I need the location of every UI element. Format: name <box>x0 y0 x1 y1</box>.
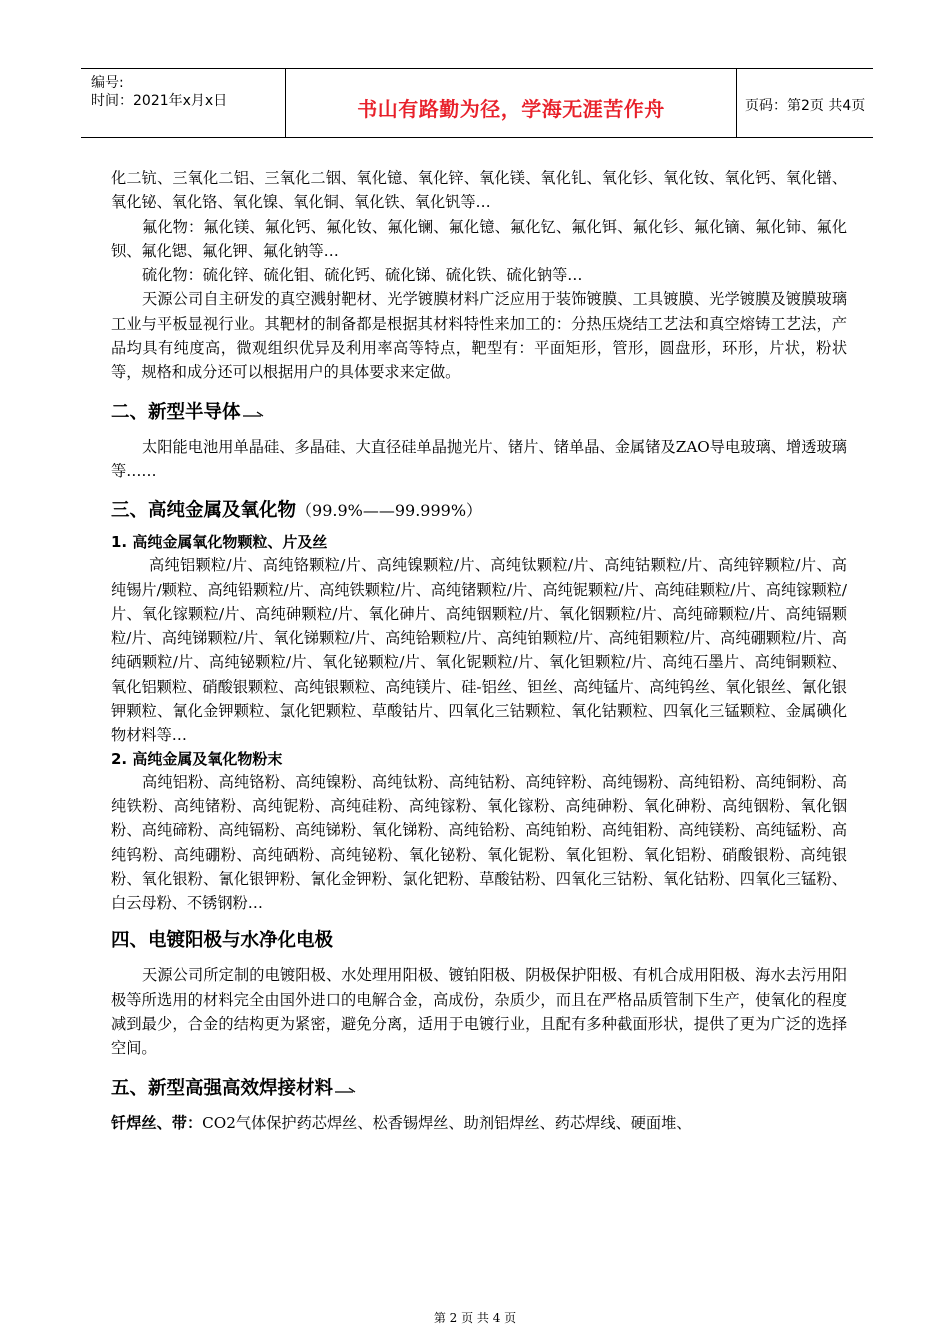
header-meta-cell <box>81 69 286 137</box>
page-footer: 第 2 页 共 4 页 <box>433 1311 517 1325</box>
document-time-label: 时间：2021年x月x日 <box>91 93 228 109</box>
oxides-list-continued: 化二钪、三氧化二铝、三氧化二铟、氧化镱、氧化锌、氧化镁、氧化钆、氧化钐、氧化钕、氧化钙、氧化镨、氧化铋、氧化铬、氧化镍、氧化铜、氧化铁、氧化钒等… <box>111 169 847 212</box>
welding-paragraph <box>111 1111 847 1135</box>
powders-list: 高纯铝粉、高纯铬粉、高纯镍粉、高纯钛粉、高纯钴粉、高纯锌粉、高纯锡粉、高纯铅粉、高纯铜粉、高纯铁粉、高纯锗粉、高纯铌粉、高纯硅粉、高纯镓粉、氧化镓粉、高纯砷粉、氧化砷粉、高纯铟粉、氧化铟粉、高纯碲粉、高纯镉粉、高纯锑粉、氧化锑粉、高纯铪粉、高纯铂粉、高纯钼粉、高纯镁粉、高纯锰粉、高纯钨粉、高纯硼粉、高纯硒粉、高纯铋粉、氧化铋粉、氧化铌粉、氧化钽粉、氧化铝粉、硝酸银粉、高纯银粉、氧化银粉、氰化银钾粉、氰化金钾粉、氯化钯粉、草酸钴粉、四氧化三钴粉、氧化钴粉、四氧化三锰粉、白云母粉、不锈钢粉… <box>111 772 847 913</box>
sulfides-list: 硫化物：硫化锌、硫化钼、硫化钙、硫化锑、硫化铁、硫化钠等… <box>142 266 583 285</box>
header-motto: 书山有路勤为径，学海无涯苦作舟 <box>357 97 665 121</box>
section-heading-high-purity <box>111 497 847 525</box>
purity-range: （99.9%——99.999%） <box>296 501 483 521</box>
header-motto-cell <box>286 69 737 137</box>
welding-list: CO2气体保护药芯焊丝、松香锡焊丝、助剂铝焊丝、药芯焊线、硬面堆、 <box>202 1113 692 1132</box>
arrow-icon <box>335 1084 357 1094</box>
section-heading-anodes: 四、电镀阳极与水净化电极 <box>111 930 334 952</box>
section-heading-semiconductor <box>111 399 847 427</box>
subsection-powders-title: 2. 高纯金属及氧化物粉末 <box>111 749 283 768</box>
document-number-label: 编号: <box>91 75 124 91</box>
fluorides-list: 氟化物：氟化镁、氟化钙、氟化钕、氟化镧、氟化镱、氟化钇、氟化铒、氟化钐、氟化镝、氟化铈、氟化钡、氟化锶、氟化钾、氟化钠等… <box>111 217 847 260</box>
header-page-info: 页码：第2页 共4页 <box>745 98 866 114</box>
target-intro-paragraph: 天源公司自主研发的真空溅射靶材、光学镀膜材料广泛应用于装饰镀膜、工具镀膜、光学镀膜及镀膜玻璃工业与平板显视行业。其靶材的制备都是根据其材料特性来加工的：分热压烧结工艺法和真空熔铸工艺法，产品均具有纯度高，微观组织优异及利用率高等特点，靶型有：平面矩形，管形，圆盘形，环形，片状，粉状等，规格和成分还可以根据用户的具体要求来定做。 <box>111 290 847 382</box>
page-header-table <box>81 68 873 138</box>
section-2-title: 二、新型半导体 <box>111 401 241 423</box>
document-body <box>111 166 847 1135</box>
section-heading-welding <box>111 1075 847 1103</box>
section-5-title: 五、新型高强高效焊接材料 <box>111 1077 334 1099</box>
header-page-cell <box>737 69 873 137</box>
granules-list: 高纯铝颗粒/片、高纯铬颗粒/片、高纯镍颗粒/片、高纯钛颗粒/片、高纯钴颗粒/片、高纯锌颗粒/片、高纯锡片/颗粒、高纯铅颗粒/片、高纯铁颗粒/片、高纯锗颗粒/片、高纯铌颗粒/片、高纯硅颗粒/片、高纯镓颗粒/片、氧化镓颗粒/片、高纯砷颗粒/片、氧化砷片、高纯铟颗粒/片、氧化铟颗粒/片、高纯碲颗粒/片、高纯镉颗粒/片、高纯锑颗粒/片、氧化锑颗粒/片、高纯铪颗粒/片、高纯铂颗粒/片、高纯钼颗粒/片、高纯硼颗粒/片、高纯硒颗粒/片、高纯铋颗粒/片、氧化铋颗粒/片、氧化铌颗粒/片、氧化钽颗粒/片、高纯石墨片、高纯铜颗粒、氧化铝颗粒、硝酸银颗粒、高纯银颗粒、高纯镁片、硅-铝丝、钽丝、高纯锰片、高纯钨丝、氧化银丝、氰化银钾颗粒、氰化金钾颗粒、氯化钯颗粒、草酸钴片、四氧化三钴颗粒、氧化钴颗粒、四氧化三锰颗粒、金属碘化物材料等… <box>111 556 847 745</box>
semiconductor-paragraph: 太阳能电池用单晶硅、多晶硅、大直径硅单晶抛光片、锗片、锗单晶、金属锗及ZAO导电玻璃、增透玻璃等…… <box>111 437 847 480</box>
arrow-icon <box>243 408 265 418</box>
section-3-title: 三、高纯金属及氧化物 <box>111 500 297 522</box>
anodes-paragraph: 天源公司所定制的电镀阳极、水处理用阳极、镀铂阳极、阴极保护阳极、有机合成用阳极、海水去污用阳极等所选用的材料完全由国外进口的电解合金，高成份，杂质少，而且在严格品质管制下生产，使氧化的程度减到最少，合金的结构更为紧密，避免分离，适用于电镀行业，且配有多种截面形状，提供了更为广泛的选择空间。 <box>111 966 847 1058</box>
subsection-granules-title: 1. 高纯金属氧化物颗粒、片及丝 <box>111 533 328 552</box>
welding-lead: 钎焊丝、带： <box>111 1113 203 1132</box>
